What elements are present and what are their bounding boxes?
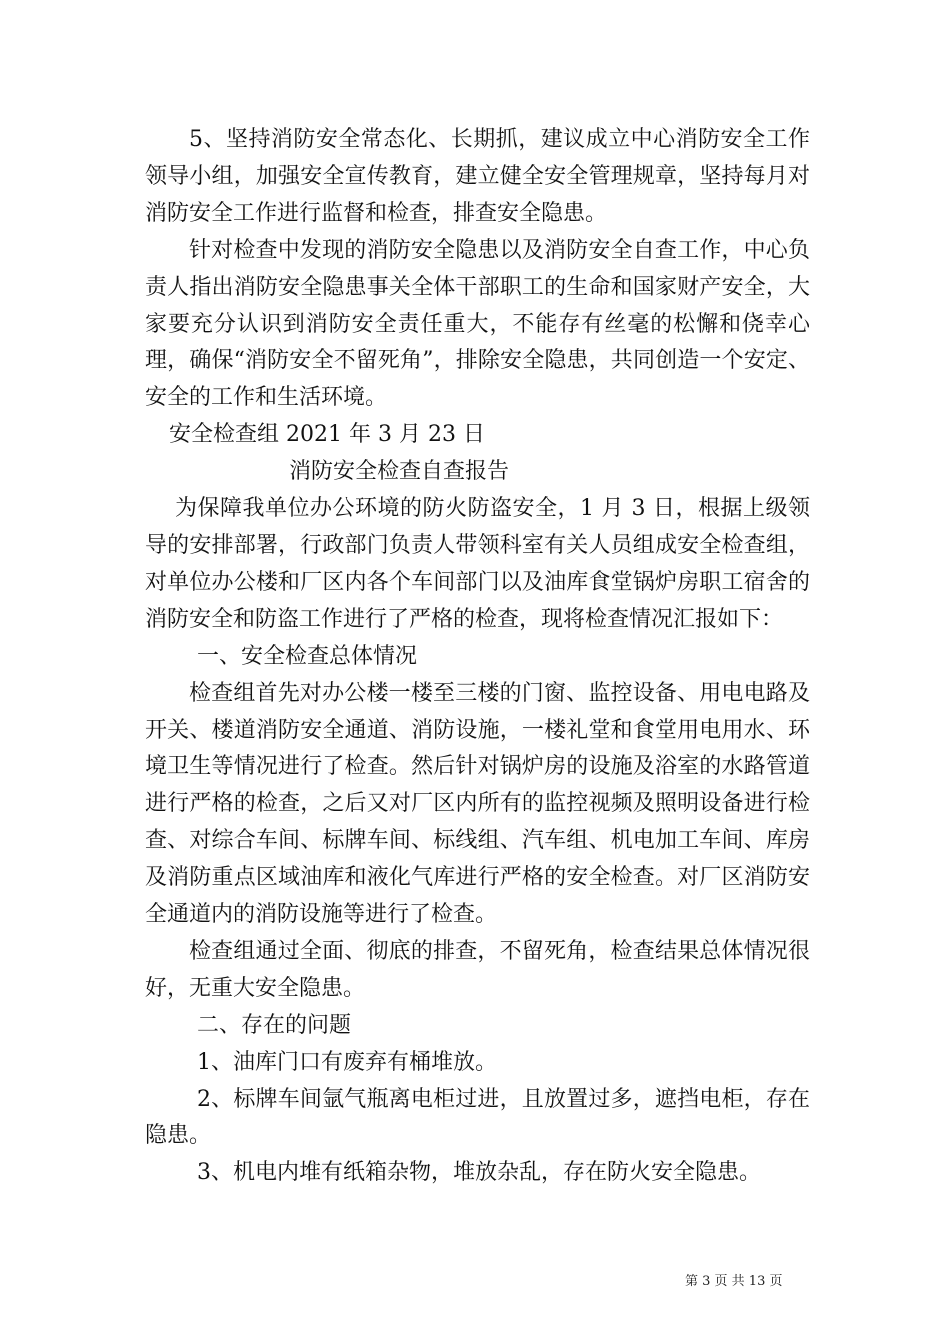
signature-date: 安全检查组 2021 年 3 月 23 日 xyxy=(169,422,485,448)
document-body xyxy=(145,122,810,1192)
problem-item-2: 2、标牌车间氩气瓶离电柜过进，且放置过多，遮挡电柜，存在隐患。 xyxy=(145,1086,810,1149)
paragraph-inspection: 检查组首先对办公楼一楼至三楼的门窗、监控设备、用电电路及开关、楼道消防安全通道、消防设施，一楼礼堂和食堂用电用水、环境卫生等情况进行了检查。然后针对锅炉房的设施及浴室的水路管道进行严格的检查，之后又对厂区内所有的监控视频及照明设备进行检查、对综合车间、标牌车间、标线组、汽车组、机电加工车间、库房及消防重点区域油库和液化气库进行严格的安全检查。对厂区消防安全通道内的消防设施等进行了检查。 xyxy=(145,680,810,928)
problem-item-1: 1、油库门口有废弃有桶堆放。 xyxy=(197,1049,497,1075)
paragraph-intro: 为保障我单位办公环境的防火防盗安全，1 月 3 日，根据上级领导的安排部署，行政部门负责人带领科室有关人员组成安全检查组，对单位办公楼和厂区内各个车间部门以及油库食堂锅炉房职工宿舍的消防安全和防盗工作进行了严格的检查，现将检查情况汇报如下： xyxy=(145,496,810,632)
page-number: 第 3 页 共 13 页 xyxy=(685,1274,783,1289)
paragraph-item-5: 5、坚持消防安全常态化、长期抓，建议成立中心消防安全工作领导小组，加强安全宣传教育，建立健全安全管理规章，坚持每月对消防安全工作进行监督和检查，排查安全隐患。 xyxy=(145,127,810,226)
paragraph-result: 检查组通过全面、彻底的排查，不留死角，检查结果总体情况很好，无重大安全隐患。 xyxy=(145,938,810,1001)
section-heading-problems: 二、存在的问题 xyxy=(197,1012,352,1038)
section-heading-overview: 一、安全检查总体情况 xyxy=(197,643,418,669)
problem-item-3: 3、机电内堆有纸箱杂物，堆放杂乱，存在防火安全隐患。 xyxy=(197,1160,761,1186)
report-title: 消防安全检查自查报告 xyxy=(289,459,510,485)
paragraph-summary: 针对检查中发现的消防安全隐患以及消防安全自查工作，中心负责人指出消防安全隐患事关全体干部职工的生命和国家财产安全，大家要充分认识到消防安全责任重大，不能存有丝毫的松懈和侥幸心理，确保“消防安全不留死角”，排除安全隐患，共同创造一个安定、安全的工作和生活环境。 xyxy=(145,237,810,411)
